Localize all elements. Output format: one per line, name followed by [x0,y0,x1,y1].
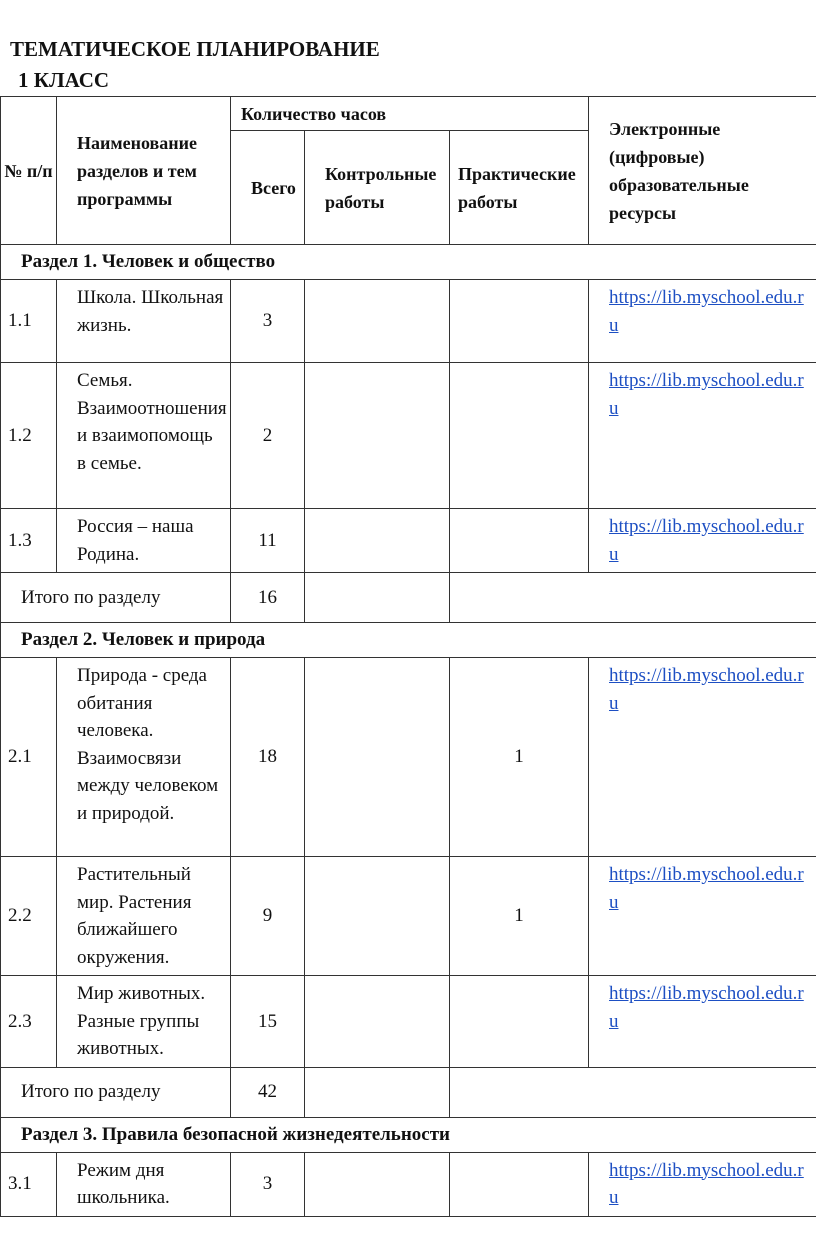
row-resource-cell [589,857,816,976]
row-practical-works [450,280,589,363]
row-resource-cell [589,363,816,509]
section-total-value: 42 [231,1067,305,1117]
section-total-empty-cell [450,573,816,623]
resource-link[interactable]: https://lib.myschool.edu.ru [609,370,804,419]
row-topic-name: Мир животных. Разные группы животных. [57,976,231,1068]
resource-link[interactable]: https://lib.myschool.edu.ru [609,665,804,714]
row-resource-cell [589,280,816,363]
row-control-works [305,976,450,1068]
resource-link[interactable]: https://lib.myschool.edu.ru [609,983,804,1032]
row-resource-cell [589,976,816,1068]
row-total-hours: 9 [231,857,305,976]
row-topic-name: Растительный мир. Растения ближайшего окружения. [57,857,231,976]
row-topic-name: Природа - среда обитания человека. Взаимосвязи между человеком и природой. [57,658,231,857]
section-total-empty-cell [305,1067,450,1117]
row-total-hours: 3 [231,1152,305,1216]
resource-link[interactable]: https://lib.myschool.edu.ru [609,516,804,565]
row-total-hours: 2 [231,363,305,509]
header-name: Наименование разделов и тем программы [57,97,231,245]
row-number: 1.1 [1,280,57,363]
header-resources: Электронные (цифровые) образовательные ресурсы [589,97,816,245]
row-number: 1.3 [1,509,57,573]
row-control-works [305,1152,450,1216]
row-control-works [305,363,450,509]
row-control-works [305,509,450,573]
table-row [1,280,816,363]
section-total-label: Итого по разделу [1,573,231,623]
row-control-works [305,280,450,363]
row-practical-works [450,509,589,573]
section-total-empty-cell [450,1067,816,1117]
header-num: № п/п [1,97,57,245]
table-row [1,363,816,509]
row-topic-name: Режим дня школьника. [57,1152,231,1216]
header-total: Всего [231,131,305,245]
row-resource-cell [589,658,816,857]
row-number: 2.1 [1,658,57,857]
table-row [1,857,816,976]
section-total-row [1,573,816,623]
table-row [1,658,816,857]
grade-subtitle: 1 КЛАСС [18,68,110,92]
header-row [1,97,816,131]
row-topic-name: Школа. Школьная жизнь. [57,280,231,363]
row-practical-works [450,363,589,509]
section-total-empty-cell [305,573,450,623]
section-total-value: 16 [231,573,305,623]
section-title: Раздел 2. Человек и природа [1,623,816,658]
section-row [1,1117,816,1152]
row-number: 2.2 [1,857,57,976]
row-control-works [305,857,450,976]
table-row [1,976,816,1068]
row-total-hours: 11 [231,509,305,573]
row-topic-name: Семья. Взаимоотношения и взаимопомощь в семье. [57,363,231,509]
row-total-hours: 18 [231,658,305,857]
row-resource-cell [589,509,816,573]
section-title: Раздел 3. Правила безопасной жизнедеятельности [1,1117,816,1152]
planning-table [0,96,816,1217]
row-number: 1.2 [1,363,57,509]
section-total-row [1,1067,816,1117]
section-title: Раздел 1. Человек и общество [1,245,816,280]
resource-link[interactable]: https://lib.myschool.edu.ru [609,287,804,336]
row-practical-works [450,976,589,1068]
section-total-label: Итого по разделу [1,1067,231,1117]
header-control: Контрольные работы [305,131,450,245]
row-practical-works: 1 [450,857,589,976]
row-number: 2.3 [1,976,57,1068]
row-topic-name: Россия – наша Родина. [57,509,231,573]
document-title: ТЕМАТИЧЕСКОЕ ПЛАНИРОВАНИЕ [10,37,380,61]
table-row [1,1152,816,1216]
section-row [1,623,816,658]
header-hours: Количество часов [231,97,589,131]
row-number: 3.1 [1,1152,57,1216]
header-practical: Практические работы [450,131,589,245]
resource-link[interactable]: https://lib.myschool.edu.ru [609,864,804,913]
row-total-hours: 3 [231,280,305,363]
row-practical-works: 1 [450,658,589,857]
table-row [1,509,816,573]
row-control-works [305,658,450,857]
row-practical-works [450,1152,589,1216]
section-row [1,245,816,280]
row-total-hours: 15 [231,976,305,1068]
row-resource-cell [589,1152,816,1216]
resource-link[interactable]: https://lib.myschool.edu.ru [609,1159,804,1208]
